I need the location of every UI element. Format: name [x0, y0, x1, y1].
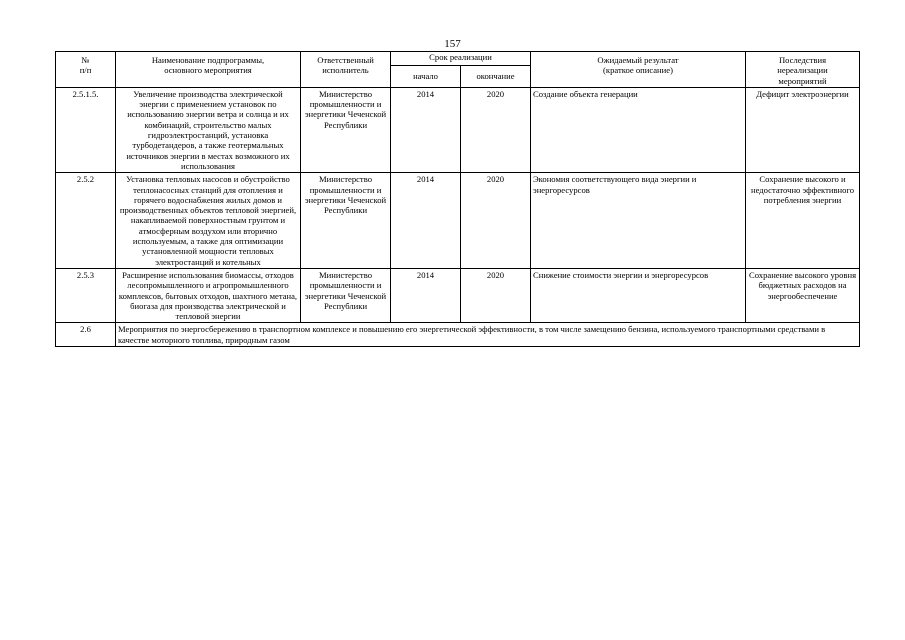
- row-consequences: Дефицит электроэнергии: [746, 87, 860, 172]
- header-responsible: Ответственный исполнитель: [301, 52, 391, 88]
- row-consequences: Сохранение высокого уровня бюджетных расходов на энергообеспечение: [746, 268, 860, 322]
- row-num: 2.5.2: [56, 173, 116, 269]
- table-row: [56, 87, 860, 172]
- table-row: [56, 268, 860, 322]
- row-result: Создание объекта генерации: [531, 87, 746, 172]
- row-responsible: Министерство промышленности и энергетики Чеченской Республики: [301, 87, 391, 172]
- row-start: 2014: [391, 173, 461, 269]
- program-table: [55, 51, 860, 347]
- row-start: 2014: [391, 268, 461, 322]
- row-name: Установка тепловых насосов и обустройство теплонасосных станций для отопления и горячего водоснабжения жилых домов и производственных объектов тепловой энергией, накапливаемой поверхностным грунтом и атмосферным воздухом или вторично используемым, а также для оптимизации установленной мощности тепловых электростанций и котельных: [116, 173, 301, 269]
- header-row-1: [56, 52, 860, 66]
- row-num: 2.5.3: [56, 268, 116, 322]
- header-end: окончание: [461, 66, 531, 88]
- row-responsible: Министерство промышленности и энергетики Чеченской Республики: [301, 268, 391, 322]
- row-result: Экономия соответствующего вида энергии и энергоресурсов: [531, 173, 746, 269]
- header-consequences: Последствия нереализации мероприятий: [746, 52, 860, 88]
- header-start: начало: [391, 66, 461, 88]
- row-result: Снижение стоимости энергии и энергоресурсов: [531, 268, 746, 322]
- row-start: 2014: [391, 87, 461, 172]
- header-result: Ожидаемый результат (краткое описание): [531, 52, 746, 88]
- row-name: Увеличение производства электрической энергии с применением установок по использованию энергии ветра и солнца и их комбинаций, строительство малых гидроэлектростанций, установка турбодетандеров, а также геотермальных источников энергии в местах возможного их использования: [116, 87, 301, 172]
- row-responsible: Министерство промышленности и энергетики Чеченской Республики: [301, 173, 391, 269]
- section-num: 2.6: [56, 323, 116, 347]
- row-end: 2020: [461, 87, 531, 172]
- row-end: 2020: [461, 173, 531, 269]
- header-num: № п/п: [56, 52, 116, 88]
- header-term: Срок реализации: [391, 52, 531, 66]
- row-num: 2.5.1.5.: [56, 87, 116, 172]
- page-number: 157: [444, 38, 461, 50]
- row-end: 2020: [461, 268, 531, 322]
- row-consequences: Сохранение высокого и недостаточно эффективного потребления энергии: [746, 173, 860, 269]
- section-text: Мероприятия по энергосбережению в транспортном комплексе и повышению его энергетической эффективности, в том числе замещению бензина, используемого транспортными средствами в качестве моторного топлива, природным газом: [116, 323, 860, 347]
- table-row: [56, 173, 860, 269]
- section-row: [56, 323, 860, 347]
- row-name: Расширение использования биомассы, отходов лесопромышленного и агропромышленного комплексов, бытовых отходов, шахтного метана, биогаза для производства электрической и тепловой энергии: [116, 268, 301, 322]
- header-name: Наименование подпрограммы, основного мероприятия: [116, 52, 301, 88]
